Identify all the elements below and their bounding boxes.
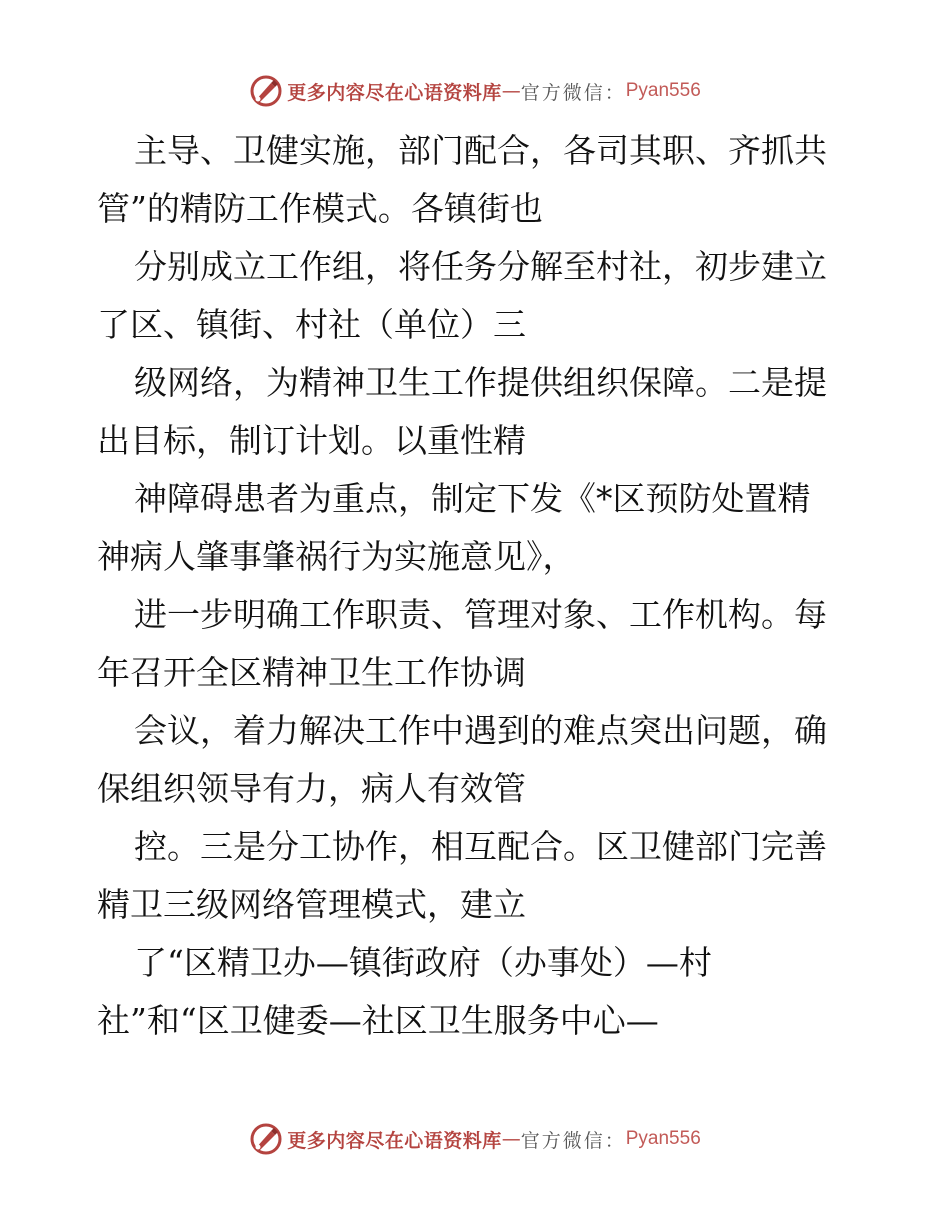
body-line: 控。三是分工协作，相互配合。区卫健部门完善	[134, 827, 827, 866]
pen-logo-icon	[249, 1122, 283, 1156]
body-line: 出目标，制订计划。以重性精	[97, 421, 526, 460]
banner-separator: —	[501, 80, 521, 102]
body-line: 社”和“区卫健委—社区卫生服务中心—	[97, 1001, 659, 1040]
banner-wechat-label: 官方微信：	[520, 1129, 626, 1152]
body-line: 分别成立工作组，将任务分解至村社，初步建立	[134, 247, 827, 286]
banner-wechat-label: 官方微信：	[520, 81, 626, 104]
body-line: 精卫三级网络管理模式，建立	[97, 885, 526, 924]
body-line: 了“区精卫办—镇街政府（办事处）—村	[134, 943, 712, 982]
footer-watermark-banner	[0, 1119, 950, 1159]
body-line: 了区、镇街、村社（单位）三	[97, 305, 526, 344]
body-line: 主导、卫健实施，部门配合，各司其职、齐抓共	[134, 131, 827, 170]
body-line: 级网络，为精神卫生工作提供组织保障。二是提	[134, 363, 827, 402]
body-line: 会议，着力解决工作中遇到的难点突出问题，确	[134, 711, 827, 750]
body-line: 神病人肇事肇祸行为实施意见》，	[97, 537, 576, 576]
header-watermark-banner	[0, 71, 950, 111]
body-line: 神障碍患者为重点，制定下发《*区预防处置精	[134, 479, 811, 518]
body-line: 进一步明确工作职责、管理对象、工作机构。每	[134, 595, 827, 634]
document-body	[97, 122, 857, 1050]
banner-wechat-id: Pyan556	[625, 80, 701, 101]
body-line: 保组织领导有力，病人有效管	[97, 769, 526, 808]
pen-logo-icon	[249, 74, 283, 108]
body-line: 年召开全区精神卫生工作协调	[97, 653, 526, 692]
banner-wechat-id: Pyan556	[625, 1128, 701, 1149]
banner-main-text: 更多内容尽在心语资料库	[287, 81, 502, 104]
body-line: 管”的精防工作模式。各镇街也	[97, 189, 543, 228]
banner-separator: —	[501, 1128, 521, 1150]
banner-main-text: 更多内容尽在心语资料库	[287, 1129, 502, 1152]
